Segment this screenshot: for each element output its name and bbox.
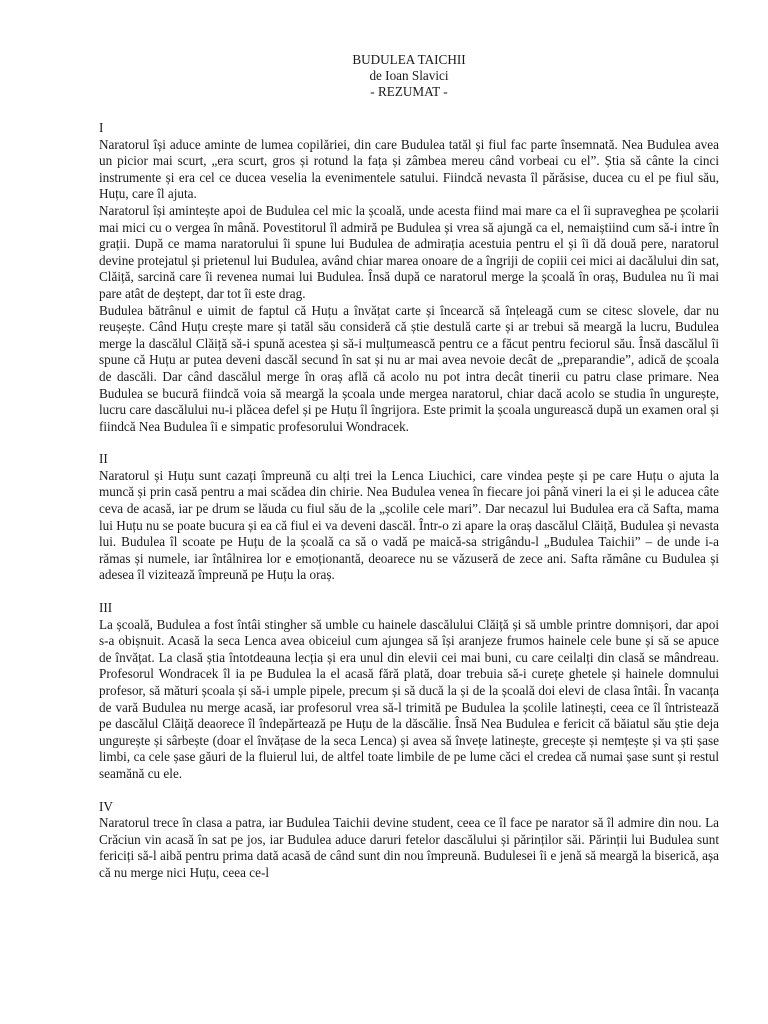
paragraph: Naratorul își amintește apoi de Budulea cel mic la școală, unde acesta fiind mai mare ca el îi supraveghea pe școlarii mai mici cu o vergea în mână. Povestitorul îl admiră pe Budulea și vrea să ajungă ca el, nemaiștiind cum să-i intre în grații. După ce mama naratorului îi spune lui Budulea de admirația acestuia pentru el și îi dă două pere, naratorul devine protejatul și prietenul lui Budulea, având chiar marea onoare de a îngriji de copiii cei mici ai dacălului din sat, Clăiță, sarcină care îi revenea numai lui Budulea. Însă după ce naratorul merge la școală în oraș, Budulea nu îi mai pare atât de deștept, dar tot îi este drag. <box>99 202 719 301</box>
paragraph: Budulea bătrânul e uimit de faptul că Huțu a învățat carte și încearcă să înțeleagă cum se citesc slovele, dar nu reușește. Când Huțu crește mare și tatăl său consideră că știe destulă carte și ar trebui să meargă la lucru, Budulea merge la dascălul Clăiță să-i spună acestea și să-i mulțumească pentru ce a făcut pentru feciorul său. Însă dascălul îi spune că Huțu ar putea deveni dascăl secund în sat și nu ar mai avea nevoie decât de „preparandie”, adică de școala de dascăli. Dar când dascălul merge în oraș află că acolo nu pot intra decât tinerii cu patru clase primare. Nea Budulea se bucură fiindcă voia să meargă la școala unde mergea naratorul, chiar dacă acolo se studia în ungurește, lucru care dascălului nu-i plăcea defel și pe Huțu îl îngrijora. Este primit la școala ungurească după un examen oral și fiindcă Nea Budulea îi e simpatic profesorului Wondracek. <box>99 302 719 434</box>
document-author: de Ioan Slavici <box>369 68 449 83</box>
section-numeral: III <box>99 600 113 616</box>
document-page <box>99 52 719 882</box>
paragraph: Naratorul își aduce aminte de lumea copilăriei, din care Budulea tatăl și fiul fac parte însemnată. Nea Budulea avea un picior mai scurt, „era scurt, gros și rotund la fața și zâmbea mereu când vorbeai cu el”. Știa să cânte la cinci instrumente și era cel ce ducea veselia la evenimentele satului. Fiindcă nevasta îl părăsise, ducea cu el pe fiul său, Huțu, care îl ajuta. <box>99 136 719 202</box>
paragraph: Naratorul trece în clasa a patra, iar Budulea Taichii devine student, ceea ce îl face pe narator să îl admire din nou. La Crăciun vin acasă în sat pe jos, iar Budulea aduce daruri fetelor dascălului și părinților săi. Părinții lui Budulea sunt fericiți să-l aibă pentru prima dată acasă de când sunt din nou împreună. Budulesei îi e jenă să meargă la biserică, așa că nu merge nici Huțu, ceea ce-l <box>99 815 719 880</box>
document-header <box>99 52 719 100</box>
paragraph: La școală, Budulea a fost întâi stingher să umble cu hainele dascălului Clăiță și să umble printre domnișori, dar apoi s-a obișnuit. Acasă la seca Lenca avea obiceiul cum ajungea să își aranjeze frumos hainele cele bune și să se apuce de învățat. La clasă știa întotdeauna lecția și era unul din elevii cei mai buni, cu care ceilalți din clasă se mândreau. Profesorul Wondracek îl ia pe Budulea la el acasă fără plată, doar trebuia să-i curețe ghetele și hainele domnului profesor, să mături școala și să-i umple pipele, precum și să ducă la și de la școală doi elevi de clasa întâi. În vacanța de vară Budulea nu merge acasă, iar profesorul vrea să-l trimită pe Budulea la școlile latinești, ceea ce îl întristează pe dascălul Clăiță deaorece îl îndepărtează pe Huțu de la dăscălie. Însă Nea Budulea e fericit că băiatul său știe deja ungurește și sârbește (doar el învățase de la seca Lenca) și avea să învețe latinește, grecește și nemțește și va ști șase limbi, ca cele șase găuri de la fluierul lui, de altfel toate limbile de pe lume căci el credea că numai șase sunt și restul seamănă cu ele. <box>99 616 719 781</box>
section-numeral: I <box>99 120 104 135</box>
section-1 <box>99 120 719 435</box>
section-3 <box>99 600 719 783</box>
section-2 <box>99 451 719 584</box>
document-title: BUDULEA TAICHII <box>352 52 466 67</box>
paragraph: Naratorul și Huțu sunt cazați împreună cu alți trei la Lenca Liuchici, care vindea pește și pe care Huțu o ajuta la muncă și prin casă pentru a mai scădea din chirie. Nea Budulea venea în fiecare joi până vineri la ei și le aducea câte ceva de acasă, iar pe drum se lăuda cu fiul său de la „școlile cele mari”. Dar necazul lui Budulea era că Safta, mama lui Huțu nu se poate bucura și ea că fiul ei va deveni dascăl. Într-o zi apare la oraș dascălul Clăiță, Budulea și nevasta lui. Budulea îl scoate pe Huțu de la școală ca să o vadă pe maică-sa strigându-l „Budulea Taichii” – de unde i-a rămas și numele, iar întâlnirea lor e emoționantă, deoarece nu se văzuseră de zece ani. Safta rămâne cu Budulea și adesea îl vizitează împreună pe Huțu la oraș. <box>99 467 719 583</box>
section-numeral: IV <box>99 798 113 814</box>
document-subtitle: - REZUMAT - <box>370 84 448 99</box>
section-4 <box>99 799 719 882</box>
section-numeral: II <box>99 451 108 467</box>
